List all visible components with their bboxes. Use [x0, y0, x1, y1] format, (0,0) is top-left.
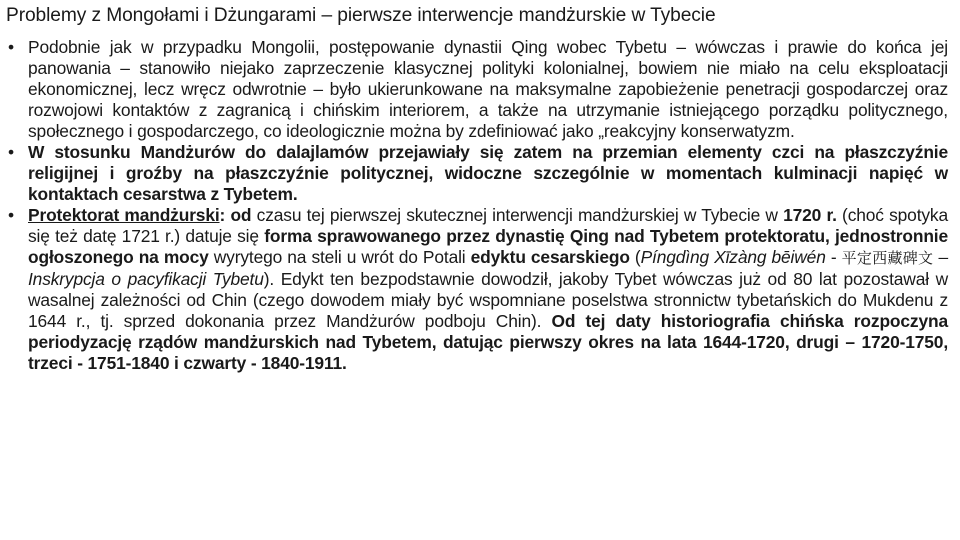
bullet-marker: • [8, 37, 14, 57]
bullet-3-colon: : od [219, 205, 252, 225]
bullet-text-2: W stosunku Mandżurów do dalajlamów przejawiały się zatem na przemian elementy czci na płaszczyźnie religijnej i groźby na płaszczyźnie politycznej, widoczne szczególnie w momentach kulminacji napięć w kontaktach cesarstwa z Tybetem. [28, 142, 948, 204]
bullet-3-text-a: czasu tej pierwszej skutecznej interwencji mandżurskiej w Tybecie w [251, 205, 784, 225]
slide-title: Problemy z Mongołami i Dżungarami – pierwsze interwencje mandżurskie w Tybecie [6, 5, 716, 26]
edict-chinese: 平定西藏碑文 [841, 249, 934, 267]
protectorate-form: forma sprawowanego przez dynastię Qing nad Tybetem protektoratu, jednostronnie ogłoszonego na mocy [28, 226, 949, 267]
protectorate-label: Protektorat mandżurski [28, 205, 220, 225]
edict-pinyin: Píngdìng Xīzàng bēiwén [640, 247, 826, 267]
bullet-3-text-b: (choć spotyka się też datę 1721 r.) datuje się [28, 205, 948, 246]
bullet-item-2 [6, 142, 948, 205]
periodization-text: Od tej daty historiografia chińska rozpoczyna periodyzację rządów mandżurskich nad Tybetem, datując pierwszy okres na lata 1644-1720, drugi – 1720-1750, trzeci - 1751-1840 i czwarty - 1840-1911. [28, 311, 948, 373]
bullet-marker: • [8, 142, 14, 162]
bullet-3-text-c: wyrytego na steli u wrót do Potali [208, 247, 471, 267]
bullet-3-text-f: ). Edykt ten bezpodstawnie dowodził, jakoby Tybet wówczas już od 80 lat pozostawał w wasalnej zależności od Chin (czego dowodem miały być wspomniane poselstwa stronnictw tybetańskich do Mukdenu z 1644 r., tj. sprzed dokonania przez Mandżurów podboju Chin). [28, 269, 948, 331]
bullet-text-1: Podobnie jak w przypadku Mongolii, postępowanie dynastii Qing wobec Tybetu – wówczas i prawie do końca jej panowania – stanowiło niejako zaprzeczenie klasycznej polityki kolonialnej, bowiem nie miało na celu eksploatacji ekonomicznej, lecz wręcz odwrotnie – było ukierunkowane na maksymalne zapobieżenie penetracji gospodarczej oraz rozwojowi kontaktów z zagranicą i chińskim interiorem, a także na utrzymanie istniejącego porządku politycznego, społecznego i gospodarczego, co ideologicznie można by zdefiniować jako „reakcyjny konserwatyzm. [28, 37, 948, 141]
edict-translation: – Inskrypcja o pacyfikacji Tybetu [28, 247, 948, 289]
bullet-3-text-d: ( [629, 247, 641, 267]
bullet-item-3 [6, 205, 948, 374]
bullet-item-1 [6, 37, 948, 142]
bullet-list [6, 37, 948, 374]
year-1720: 1720 r. [783, 205, 837, 225]
imperial-edict: edyktu cesarskiego [470, 247, 630, 267]
bullet-marker: • [8, 205, 14, 225]
bullet-3-text-e: - [825, 247, 842, 267]
